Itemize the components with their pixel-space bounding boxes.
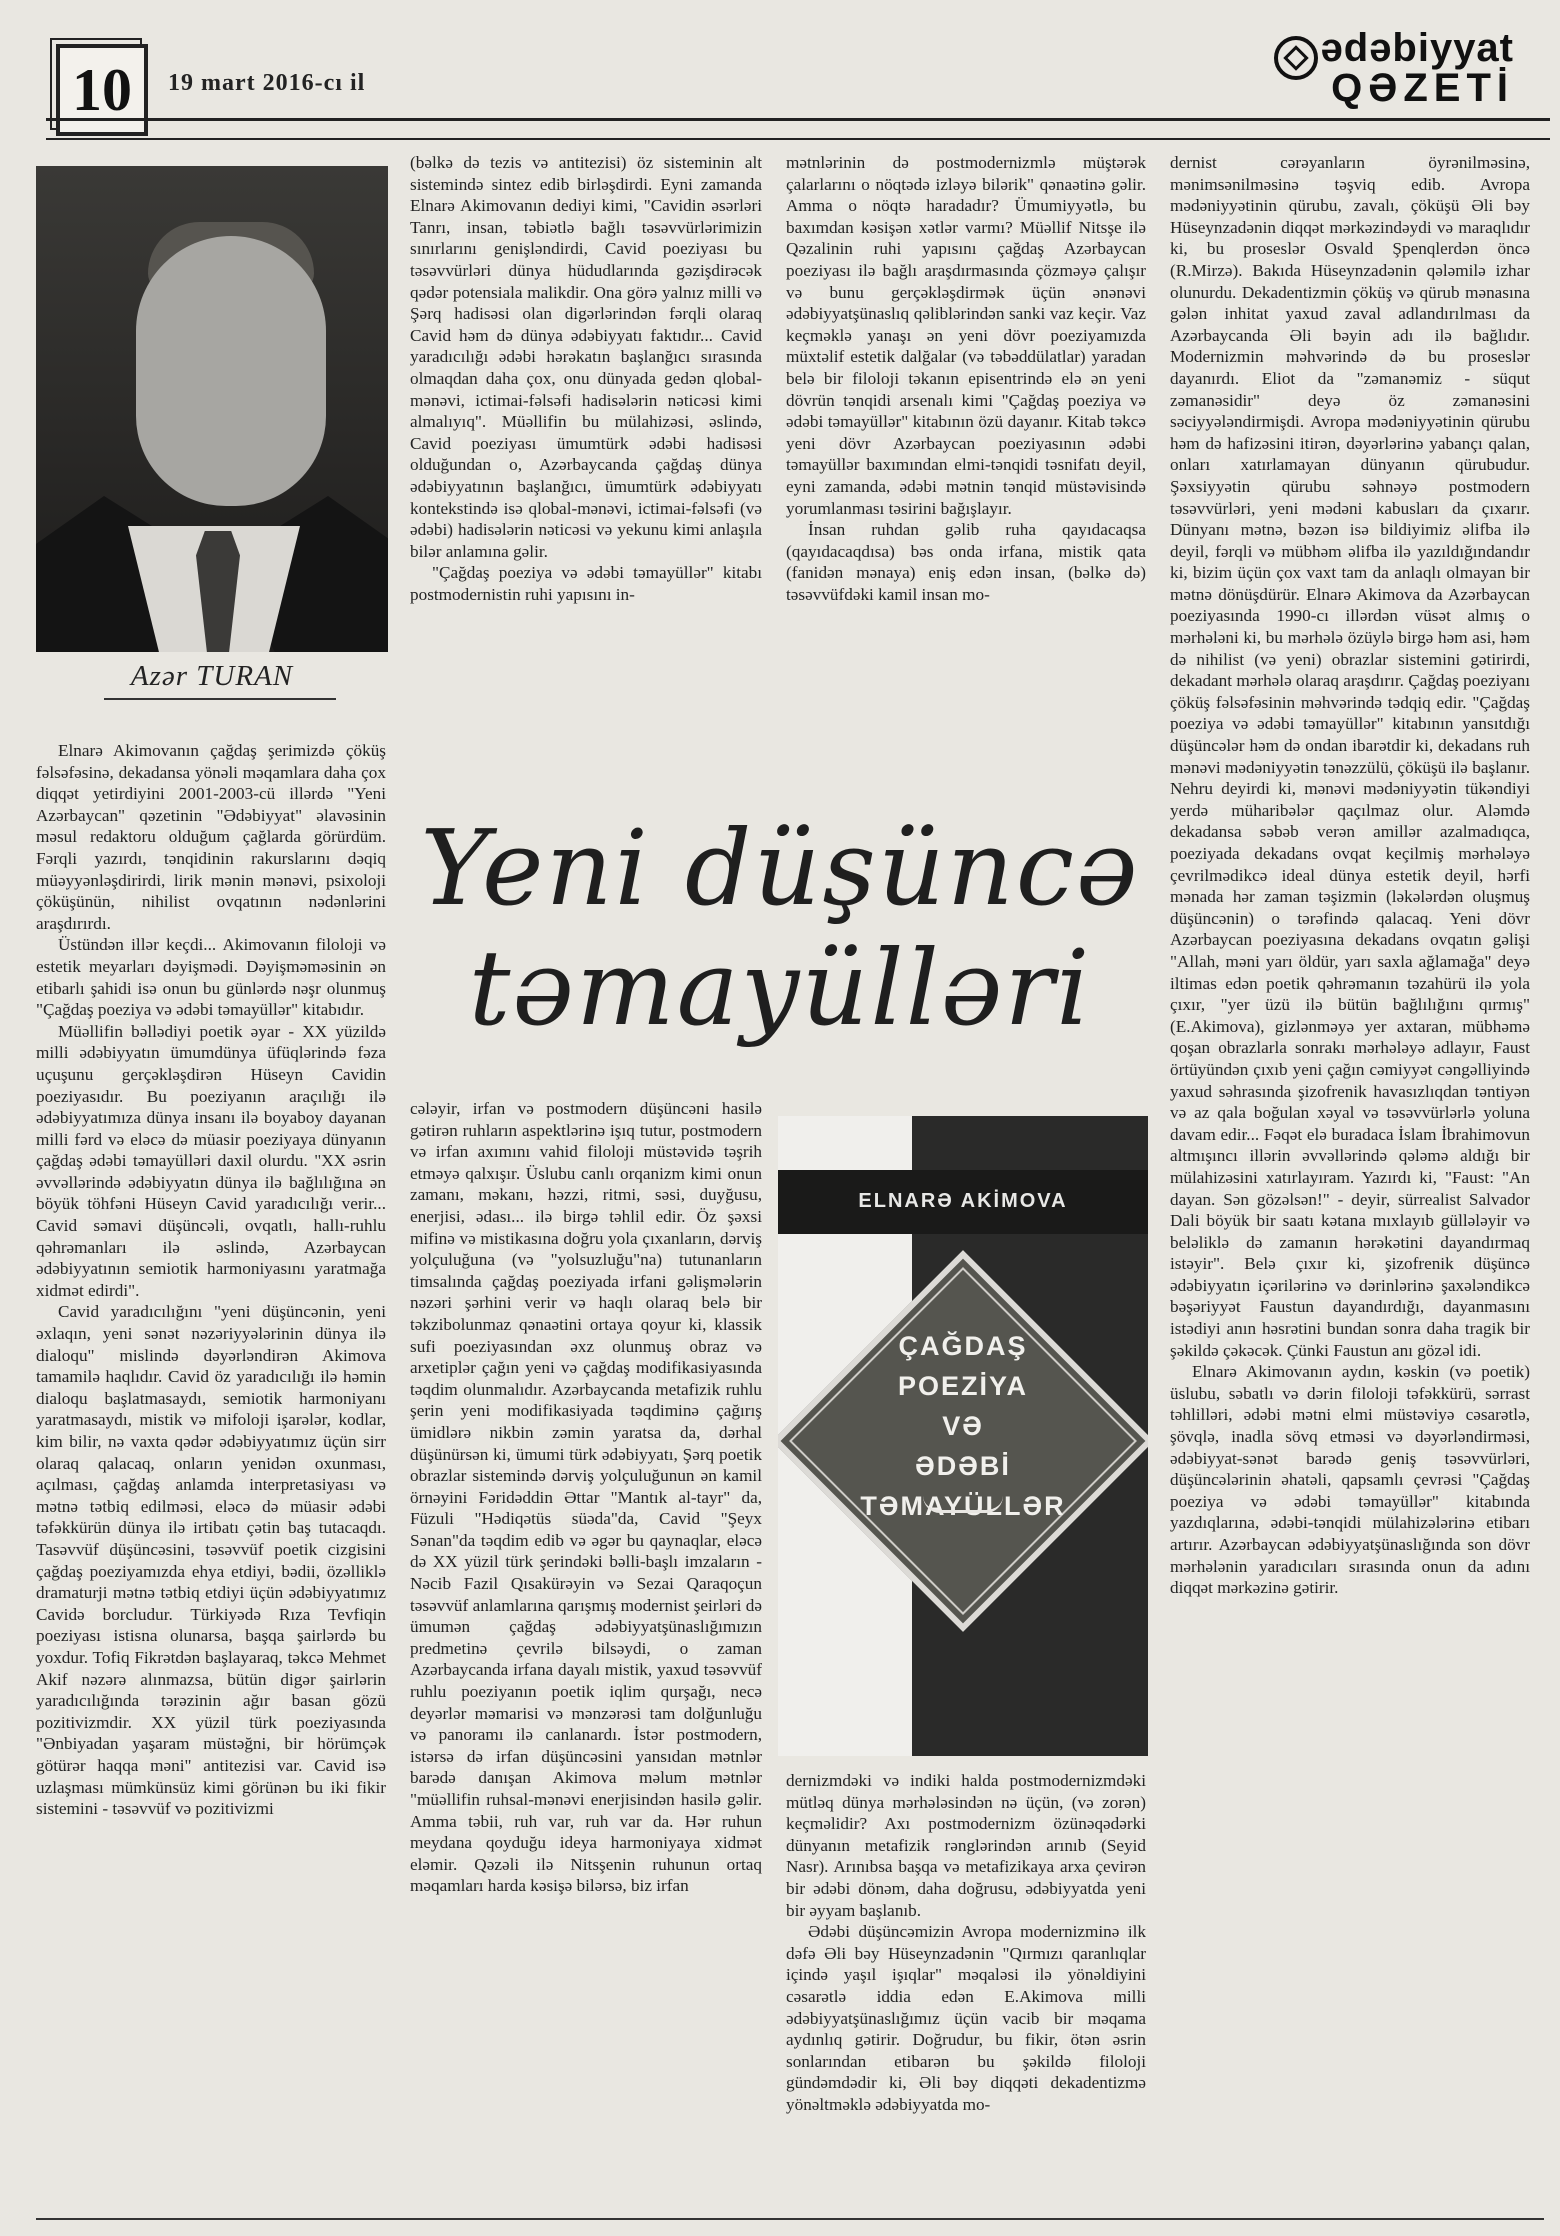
- header-rule: [46, 118, 1550, 121]
- paragraph: mətnlərinin də postmodernizmlə müştərək çalarlarını o nöqtədə izləyə bilərik" qənaətinə gəlir. Amma o nöqtə haradadır? Ümumiyyətlə, bu baxımdan kəsişən xətlər varmı? Müəllif Nitsşe ilə Qəzalinin ruhi yapısını çağdaş Azərbaycan poeziyası ilə bağlı araşdırmasında çözməyə çalışır və bunu gerçəkləşdirmək üçün ənənəvi ədəbiyyatşünaslıq qəliblərindən sanki vaz keçir. Vaz keçməklə yanaşı ən yeni dövr poeziyamızda müxtəlif estetik dalğalar (və təbəddülatlar) yaradan belə bir filoloji təkanın episentrində elə ən yeni dövrün tənqidi arsenalı kimi "Çağdaş poeziya və ədəbi təmayüllər" kitabının özü dayanır. Kitab təkcə yeni dövr Azərbaycan poeziyasının ədəbi təmayüllər baxımından elmi-tənqidi təsnifatı deyil, eyni zamanda, ədəbi mətnin tənqid müstəvisində yorumlanması təsirini bağışlayır.: [786, 153, 1146, 518]
- paragraph: Elnarə Akimovanın aydın, kəskin (və poetik) üslubu, səbatlı və dərin filoloji təfəkkürü, sərrast təhlilləri, ədəbi mətni elmi müstəviyə cəsarətlə, şövqlə, inadla sövq etməsi və dəyərləndirməsi, ədəbiyyat-sənət barədə geniş təsəvvürləri, düşüncələrinin əhatəli, qapsamlı çevrəsi "Çağdaş poeziya və ədəbi təmayüllər" kitabında yazdıqlarına, ədəbi-tənqidi mülahizələrinə etibarı artırır. Azərbaycan ədəbiyyatşünaslığında son dövr mərhələnin yaradıcıları sırasında onun da adını diqqət mərkəzinə gətirir.: [1170, 1362, 1530, 1598]
- paragraph: cələyir, irfan və postmodern düşüncəni hasilə gətirən ruhların aspektlərinə işıq tutur, postmodern və irfan axımını vahid filoloji müstəvidə təşrih etməyə qalxışır. Üslubu canlı orqanizm kimi onun zamanı, məkanı, həzzi, ritmi, səsi, duyğusu, enerjisi, ədası... ilə birgə təhlil edir. Öz şəxsi mifinə və mistikasına doğru yola çıxanların, dərviş yolçuluğuna (və "yolsuzluğu"na) tutunanların timsalında çağdaş poeziyada irfani gəlişmələrin nəzəri şərhini verir və haqlı olaraq belə bir təkzibolunmaz qənaətini ortaya qoyur ki, klassik sufi poeziyasından əxz olunmuş obraz və arxetiplər çağın yeni və çağdaş modifikasiyasında təqdim olunmalıdır. Azərbaycanda metafizik ruhlu şerin yeni modifikasiyada təqdiminə çağırış ümidlərə nikbin zəmin yaratsa da, dərhal düşünürsən ki, ümumi türk ədəbiyyatı, Şərq poetik obrazlar sistemində dərviş yolçuluğunun ən kamil örnəyini Fəridəddin Əttar "Mantık al-tayr" da, Füzuli "Hədiqətüs süəda"da, Cavid "Şeyx Sənan"da təqdim edib və əgər bu qaynaqlar, eləcə də XX yüzil türk şerindəki bəlli-başlı imzaların - Nəcib Fazil Qısakürəyin və Sezai Qaraqoçun təsəvvüf anlamlarına qarışmış modernist şeirləri də ümumən çağdaş ədəbiyyatşünaslığımızın predmetinə çevrilə bilsəydi, o zaman Azərbaycanda irfana dayalı mistik, yaxud təsəvvüf ruhlu poeziyanın poetik iqlim qurşağı, necə deyərlər məmarisi və mənzərəsi tam dolğunluğu və panoramı ilə canlanardı. İstər postmodern, istərsə də irfan düşüncəsini yansıdan mətnlər barədə danışan Akimova məlum mətnlər "müəllifin ruhsal-mənəvi enerjisindən hasilə gəlir. Amma təbii, ruh var, ruh var da. Hər ruhun meydana qoyduğu ideya harmoniyaya xidmət eləmir. Qəzəli ilə Nitsşenin ruhunun ortaq məqamları harda kəsişə bilərsə, biz irfan: [410, 1099, 762, 1896]
- byline-underline: [104, 698, 336, 700]
- article-column-2-bottom: [410, 1098, 762, 2210]
- book-title-line: ƏDƏBİ: [915, 1451, 1011, 1481]
- paragraph: "Çağdaş poeziya və ədəbi təmayüllər" kitabı postmodernistin ruhi yapısını in-: [410, 563, 762, 604]
- book-title-line: ÇAĞDAŞ: [898, 1331, 1028, 1361]
- paragraph: Üstündən illər keçdi... Akimovanın filoloji və estetik meyarları dəyişmədi. Dəyişməməsinin ən etibarlı şahidi isə onun bu günlərdə nəşr olunmuş "Çağdaş poeziya və ədəbi təmayüllər" kitabıdır.: [36, 935, 386, 1020]
- footer-rule: [36, 2218, 1544, 2220]
- paragraph: dernizmdəki və indiki halda postmodernizmdəki mütləq dünya mərhələsindən nə üçün, (və zorən) keçməlidir? Axı postmodernizm özünəqədərki dünyanın metafizik rənglərindən arınıb (Seyid Nasr). Arınıbsa başqa və metafizikaya arxa çevirən bir ədəbi dönəm, daha doğrusu, ədəbiyyatda yeni bir əyyam başlanıb.: [786, 1771, 1146, 1920]
- newspaper-logo: [1254, 26, 1514, 110]
- headline-line-1: Yeni düşüncə: [420, 807, 1140, 929]
- paragraph: Müəllifin bəllədiyi poetik əyar - XX yüzildə milli ədəbiyyatın ümumdünya üfüqlərində fəza uçuşunu gerçəkləşdirən Hüseyn Cavidin poeziyasıdır. Bu poeziyanın araçılığı ilə ədəbiyyatımıza dünya insanı ilə boyaboy dayanan milli fərd və eləcə də müasir poeziyaya dünyanın çağdaş ədəbi təmayülləri daxil olurdu. "XX əsrin əvvəllərində ədəbiyyatın dünya ilə bağlılığına ən böyük töhfəni Hüseyn Cavid yaradıcılığı verir... Cavid səmavi düşüncəli, ovqatlı, hallı-ruhlu qəhrəmanları ilə əslində, Azərbaycan ədəbiyyatının semiotik harmoniyasını yaratmağa xidmət edirdi".: [36, 1021, 386, 1300]
- paragraph: Cavid yaradıcılığını "yeni düşüncənin, yeni əxlaqın, yeni sənət nəzəriyyələrinin dünya ilə dialoqu" mislində dəyərləndirən Akimova tamamilə haqlıdır. Cavid öz yaradıcılığı ilə həmin dialoqu başlatmasaydı, semiotik harmoniyanı yaratmasaydı, mistik və mifoloji işarələr, kodlar, kim bilir, nə vaxta qədər ədəbiyyatımız üçün sirr olaraq qalacaq, onların yenidən oxunması, açılması, çağdaş anlamda interpretasiyası və mətnə tətbiq edilməsi, eləcə də müasir ədəbi təfəkkürün dünya ilə irtibatı çətin baş tutacaqdı. Tasəvvüf düşüncəsini, təsəvvüf poetik cizgisini çağdaş poeziyamızda ehya etdiyi, bədii, özəlliklə dramaturji mətnə tətbiq etdiyi üçün ədəbiyyatımız Cavidə borcludur. Türkiyədə Rıza Tevfiqin poeziyası istisna olunarsa, başqa şairlərdə bu yoxdur. Tofiq Fikrətdən başlayaraq, təkcə Mehmet Akif nəzərə alınmazsa, bütün digər şairlərin yaradıcılığında tərəzinin ağır basan gözü pozitivizmdir. XX yüzil türk poeziyasında "Ənbiyadan yaşaram müstəğni, bir hörümçək götürər haqqa məni" antitezisi var. Cavid isə uzlaşması mümkünsüz kimi görünən bu iki fikir sistemini - təsəvvüf və pozitivizmi: [36, 1302, 386, 1819]
- author-byline: Azər TURAN: [130, 660, 294, 692]
- article-column-3-bottom: [786, 1770, 1146, 2210]
- book-title-line: VƏ: [942, 1411, 984, 1441]
- article-column-2-top: [410, 152, 762, 764]
- article-column-3-top: [786, 152, 1146, 764]
- article-column-1: [36, 740, 386, 2210]
- paragraph: İnsan ruhdan gəlib ruha qayıdacaqsa (qayıdacaqdısa) bəs onda irfana, mistik qata (fanidən mənaya) eniş edən insan, (bəlkə də) təsəvvüfdəki kamil insan mo-: [786, 520, 1146, 604]
- ornament-swirl-icon: [923, 1496, 1003, 1513]
- paragraph: (bəlkə də tezis və antitezisi) öz sisteminin alt sistemində sintez edib birləşdirdi. Eyni zamanda Elnarə Akimovanın dediyi kimi, "Cavidin əsərləri Tanrı, insan, təbiətlə bağlı təsəvvürlərimizin sınırlarını genişləndirdi, Cavid poeziyası bu təsəvvürləri dünya hüdudlarında gəzişdirəcək qədər potensiala malikdir. Ona görə yalnız milli və Şərq hadisəsi olan digərlərindən fərqli olaraq Cavid həm də dünya ədəbiyyatı faktıdır... Cavid yaradıcılığı ədəbi hərəkatın başlanğıcı sırasında olmaqdan daha çox, onu dünyada gedən qlobal-mənəvi, ictimai-fəlsəfi hadisələrin nəticəsi kimi almalıyıq". Müəllifin bu mülahizəsi, əslində, Cavid poeziyası ümumtürk ədəbi hadisəsi olduğundan o, Azərbaycanda çağdaş dünya ədəbiyyatının başlanğıcı, ümumtürk ədəbiyyatı kontekstində isə qlobal-mənəvi, ictimai-fəlsəfi (və ədəbi) hadisələrin nəticəsi və yekunu kimi anlaşıla bilər anlamına gəlir.: [410, 153, 762, 561]
- book-title-line: POEZİYA: [897, 1371, 1029, 1401]
- page-number: 10: [56, 44, 148, 136]
- article-column-4: [1170, 152, 1530, 2210]
- logo-emblem-icon: [1274, 36, 1318, 80]
- paragraph: Ədəbi düşüncəmizin Avropa modernizminə ilk dəfə Əli bəy Hüseynzadənin "Qırmızı qaranlıqlar içində yaşıl işıqlar" məqaləsi ilə yönəldiyini cəsarətlə iddia edən E.Akimova milli ədəbiyyatşünaslığımız üçün vacib bir məqama aydınlıq gətirir. Doğrudur, bu fikir, ötən əsrin sonlarından etibarən bu şəkildə filoloji gündəmdədir ki, Əli bəy diqqəti dekadentizmə yönəltməklə ədəbiyyatda mo-: [786, 1922, 1146, 2114]
- headline-line-2: təmayülləri: [468, 927, 1092, 1049]
- logo-top-text: ədəbiyyat: [1320, 26, 1514, 70]
- article-headline: [420, 808, 1140, 1078]
- header-rule-secondary: [46, 138, 1550, 140]
- paragraph: Elnarə Akimovanın çağdaş şerimizdə çöküş fəlsəfəsinə, dekadansa yönəli məqamlara daha çox diqqət yetirdiyini 2001-2003-cü illərdə "Yeni Azərbaycan" qəzetinin "Ədəbiyyat" əlavəsinin məsul redaktoru olduğum çağlarda görürdüm. Fərqli yazırdı, tənqidinin rakurslarını dəqiq müəyyənləşdirirdi, lirik mənin mənəvi, psixoloji çöküşünün, nihilist ovqatının nədənlərini araşdırırdı.: [36, 741, 386, 933]
- book-title-line: TƏMAYÜLLƏR: [860, 1491, 1066, 1521]
- book-cover-image: [778, 1116, 1148, 1756]
- author-photo: [36, 166, 388, 652]
- logo-bottom-text: QƏZETİ: [1331, 66, 1514, 110]
- paragraph: dernist cərəyanların öyrənilməsinə, mənimsənilməsinə təşviq edib. Avropa mədəniyyətinin qürubu, zavalı, çöküşü Əli bəy Hüseynzadənin diqqət mərkəzindəydi və maraqlıdır ki, bu proseslər Osvald Şpenqlerdən öncə (R.Mirzə). Bakıda Hüseynzadənin qələmilə izhar olunurdu. Dekadentizmin çöküş və qürub mənasına gələn inhitat yaxud zaval adlandırılması da Azərbaycanda Əli bəyin adı ilə bağlıdır. Modernizmin məhvərində də bu proseslər dayanırdı. Eliot da "zəmanəmiz - süqut zəmanəsidir" deyə öz zəmanəsini səciyyələndirmişdi. Avropa mədəniyyətinin qürubu həm də hafizəsini itirən, dəyərlərinə yabançı qalan, onları xatırlamayan dünyanın qürubudur. Şəxsiyyətin qürubu səhnəyə postmodern təsəvvürləri, yeni mədəni kabusları da çıxarır. Dünyanı mətnə, bəzən isə bildiyimiz əlifba ilə deyil, fərqli və mübhəm əlifba ilə yazıldığındandır ki, bizim üçün çox vaxt tam da anlaqlı olmayan bir mətnə dönüşdürür. Elnarə Akimova da Azərbaycan poeziyasında 1990-cı illərdən vüsət almış o mərhələni ki, bu mərhələ özüylə birgə həm asi, həm də nihilist (və yeni) obrazlar sistemini gətirirdi, dekadant mərhələ olaraq araşdırır. Çağdaş poeziyanı çöküş fəlsəfəsinin məhvərində tədqiq edir. "Çağdaş poeziya və ədəbi təmayüllər" kitabının yansıtdığı düşüncələr həm də ondan ibarətdir ki, dekadans ruh mənəvi mədəniyyətin tənəzzülü, çöküşü ilə başlanır. Nehru deyirdi ki, mənəvi mədəniyyətin tükəndiyi yerdə müharibələr qaçılmaz olur. Aləmdə dekadansa səbəb verən amillər azalmadıqca, poeziyada dekadans ovqat keçilmiş mərhələyə çevrilmədikcə ideal dünya estetik deyil, hərfi mənada hər zaman təşizmin (ləkələrdən oluşmuş düşüncənin) o tərəfində qalacaq. Yeni dövr Azərbaycan poeziyasına dekadans ovqatın gəlişi "Allah, məni yarı öldür, yarı saxla ağlamağa" deyə iltimas edən poetik qəhrəmanın təzahürü ilə yola çıxır, "yer üzü ilə bütün bağlılığını qırmış" (E.Akimova), gizlənməyə yer axtaran, mübhəmə qoşan obrazlarla sonrakı mərhələyə adlayır, Faust örtüyündən çıxıb yeni çağın cəmiyyət cəngəlliyində yaxud səhrasında şizofrenik havasızlıqdan təntiyən və az qala boğulan xəyal və təsəvvürlərlə yoluna davam edir... Fəqət elə buradaca İslam İbrahimovun altmışıncı illərin əvvəllərində qələmə aldığı bir mülahizəsini xatırlayıram. Yazırdı ki, "Faust: "An dayan. Sən gözəlsən!" - deyir, sürrealist Salvador Dali böyük bir saatı kətana mıxlayıb güllələyir və beləliklə də zamanın hərəkətini dayandırmaq istəyir". Belə çıxır ki, şizofrenik düşüncə ədəbiyyatın içərilərinə və dərinlərinə şaxələndikcə bəşəriyyət Faustun dayandırdığı, dayanmasını istədiyi anın həsrətini bundan sonra daha tragik bir şəkildə çəkəcək. Çünki Faustun anı gözəl idi.: [1170, 153, 1530, 1360]
- book-author: ELNARƏ AKİMOVA: [858, 1190, 1068, 1212]
- issue-date: 19 mart 2016-cı il: [168, 70, 366, 96]
